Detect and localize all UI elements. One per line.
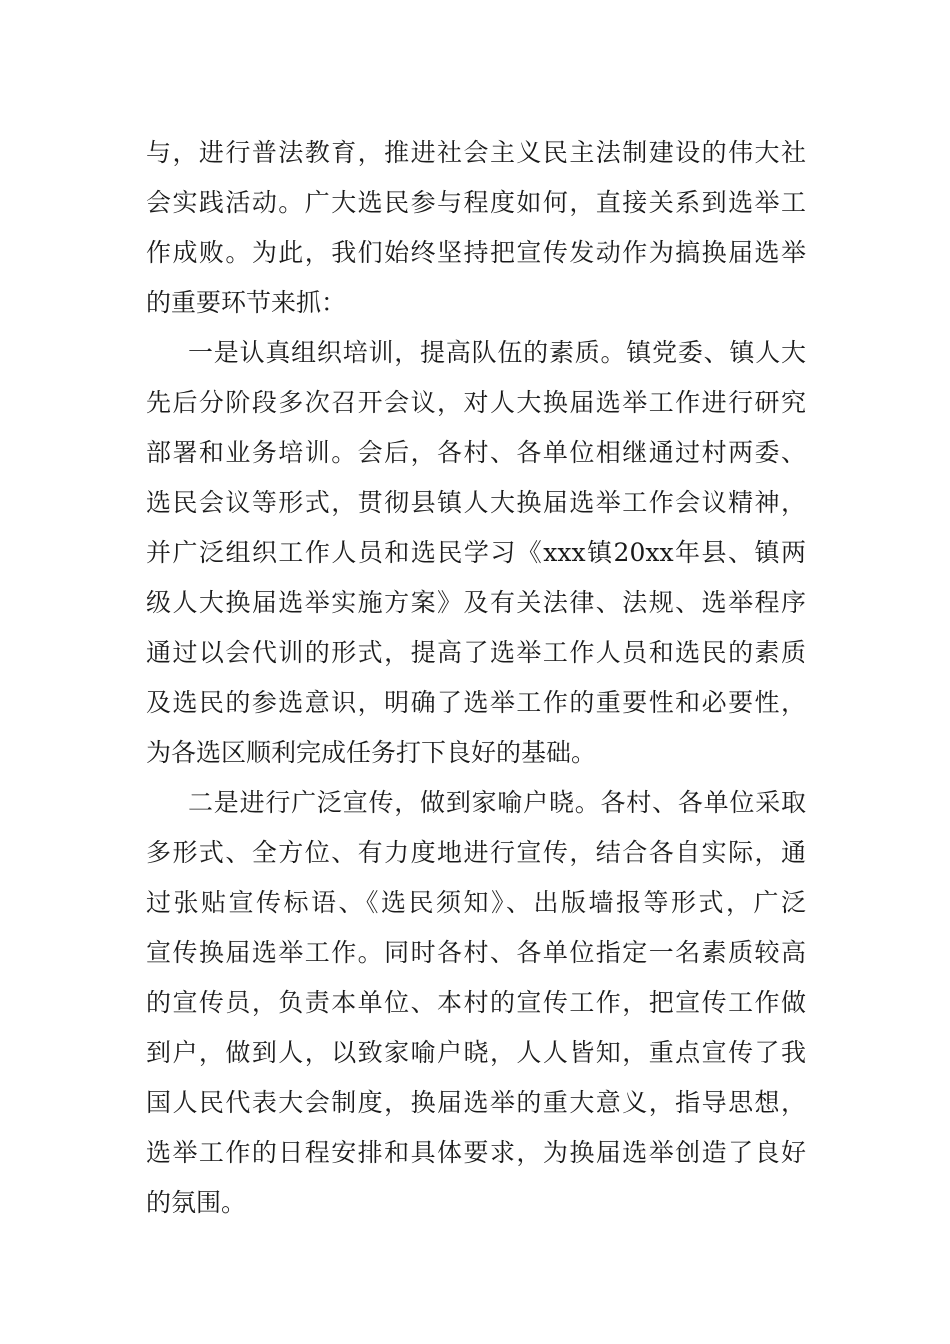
text-line: 会实践活动。广大选民参与程度如何，直接关系到选举工	[146, 188, 806, 217]
paragraph	[146, 328, 806, 778]
paragraph	[146, 778, 806, 1228]
text-line: 国人民代表大会制度，换届选举的重大意义，指导思想，	[146, 1088, 806, 1117]
text-line: 到户，做到人，以致家喻户晓，人人皆知，重点宣传了我	[146, 1038, 806, 1067]
text-line: 的氛围。	[146, 1188, 247, 1217]
text-line: 一是认真组织培训，提高队伍的素质。镇党委、镇人大	[188, 338, 806, 367]
text-line: 先后分阶段多次召开会议，对人大换届选举工作进行研究	[146, 388, 806, 417]
text-line: 级人大换届选举实施方案》及有关法律、法规、选举程序	[146, 588, 806, 617]
text-line: 作成败。为此，我们始终坚持把宣传发动作为搞换届选举	[146, 238, 806, 267]
paragraph	[146, 128, 806, 328]
text-line: 部署和业务培训。会后，各村、各单位相继通过村两委、	[146, 438, 806, 467]
text-line: 的重要环节来抓：	[146, 288, 347, 317]
text-line: 二是进行广泛宣传，做到家喻户晓。各村、各单位采取	[188, 788, 806, 817]
text-line: 为各选区顺利完成任务打下良好的基础。	[146, 738, 597, 767]
text-line: 多形式、全方位、有力度地进行宣传，结合各自实际，通	[146, 838, 806, 867]
text-line: 宣传换届选举工作。同时各村、各单位指定一名素质较高	[146, 938, 806, 967]
document-body	[146, 128, 806, 1228]
text-line: 过张贴宣传标语、《选民须知》、出版墙报等形式，广泛	[146, 888, 806, 917]
text-line: 与，进行普法教育，推进社会主义民主法制建设的伟大社	[146, 138, 806, 167]
text-line: 选民会议等形式，贯彻县镇人大换届选举工作会议精神，	[146, 488, 806, 517]
text-line: 选举工作的日程安排和具体要求，为换届选举创造了良好	[146, 1138, 806, 1167]
text-line: 及选民的参选意识，明确了选举工作的重要性和必要性，	[146, 688, 806, 717]
text-line: 并广泛组织工作人员和选民学习《xxx镇20xx年县、镇两	[146, 538, 806, 567]
text-line: 的宣传员，负责本单位、本村的宣传工作，把宣传工作做	[146, 988, 806, 1017]
text-line: 通过以会代训的形式，提高了选举工作人员和选民的素质	[146, 638, 806, 667]
